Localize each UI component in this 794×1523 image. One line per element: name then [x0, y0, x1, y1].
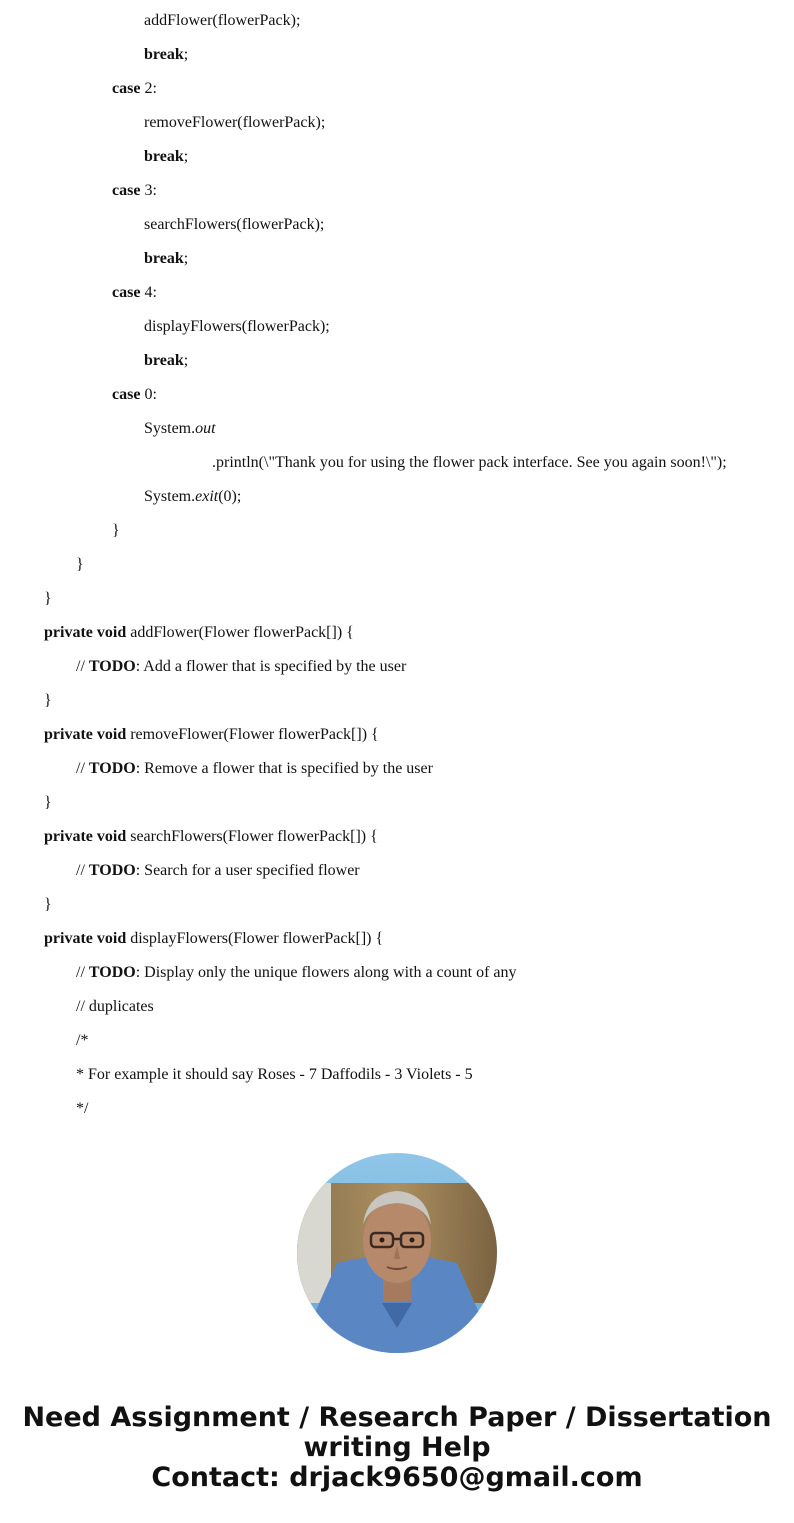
code-line: // duplicates	[76, 998, 154, 1015]
keyword: case	[112, 284, 141, 301]
code-line: case 3:	[112, 182, 157, 199]
code-line: System.out	[144, 420, 216, 437]
code-line: }	[44, 794, 52, 811]
code-line: // TODO: Search for a user specified flower	[76, 862, 360, 879]
keyword: TODO	[88, 964, 136, 981]
code-line: * For example it should say Roses - 7 Daffodils - 3 Violets - 5	[76, 1066, 473, 1083]
portrait-illustration	[297, 1153, 497, 1353]
contact-banner	[0, 1403, 794, 1493]
keyword: private void	[44, 726, 127, 743]
keyword: TODO	[88, 760, 136, 777]
code-line: }	[44, 692, 52, 709]
banner-contact-line[interactable]: Contact: drjack9650@gmail.com	[151, 1462, 643, 1493]
code-line: .println(\"Thank you for using the flower pack interface. See you again soon!\");	[212, 454, 727, 471]
code-line: break;	[144, 352, 189, 369]
keyword: break	[144, 352, 184, 369]
keyword: private void	[44, 828, 127, 845]
code-line: /*	[76, 1032, 89, 1049]
code-line: System.exit(0);	[144, 488, 242, 505]
author-photo	[297, 1153, 497, 1353]
banner-line-2: writing Help	[303, 1432, 491, 1463]
keyword: case	[112, 386, 141, 403]
code-line: addFlower(flowerPack);	[144, 12, 301, 29]
keyword: break	[144, 148, 184, 165]
code-line: removeFlower(flowerPack);	[144, 114, 326, 131]
code-line: private void removeFlower(Flower flowerPack[]) {	[44, 726, 379, 743]
keyword: case	[112, 80, 141, 97]
code-line: case 2:	[112, 80, 157, 97]
code-line: private void searchFlowers(Flower flowerPack[]) {	[44, 828, 378, 845]
keyword: TODO	[88, 658, 136, 675]
code-line: displayFlowers(flowerPack);	[144, 318, 330, 335]
code-line: break;	[144, 148, 189, 165]
code-line: private void addFlower(Flower flowerPack[]) {	[44, 624, 354, 641]
code-line: searchFlowers(flowerPack);	[144, 216, 325, 233]
code-line: // TODO: Display only the unique flowers along with a count of any	[76, 964, 517, 981]
code-line: // TODO: Add a flower that is specified by the user	[76, 658, 407, 675]
keyword: private void	[44, 930, 127, 947]
keyword: case	[112, 182, 141, 199]
keyword: break	[144, 46, 184, 63]
code-line: }	[112, 522, 120, 539]
keyword: private void	[44, 624, 127, 641]
code-line: }	[76, 556, 84, 573]
code-line: break;	[144, 46, 189, 63]
code-line: }	[44, 896, 52, 913]
code-line: private void displayFlowers(Flower flowerPack[]) {	[44, 930, 384, 947]
banner-line-1: Need Assignment / Research Paper / Dissertation	[22, 1402, 772, 1433]
code-line: break;	[144, 250, 189, 267]
code-line: // TODO: Remove a flower that is specified by the user	[76, 760, 433, 777]
keyword: break	[144, 250, 184, 267]
code-line: }	[44, 590, 52, 607]
code-line: */	[76, 1100, 89, 1117]
code-line: case 4:	[112, 284, 157, 301]
keyword: TODO	[88, 862, 136, 879]
code-line: case 0:	[112, 386, 157, 403]
